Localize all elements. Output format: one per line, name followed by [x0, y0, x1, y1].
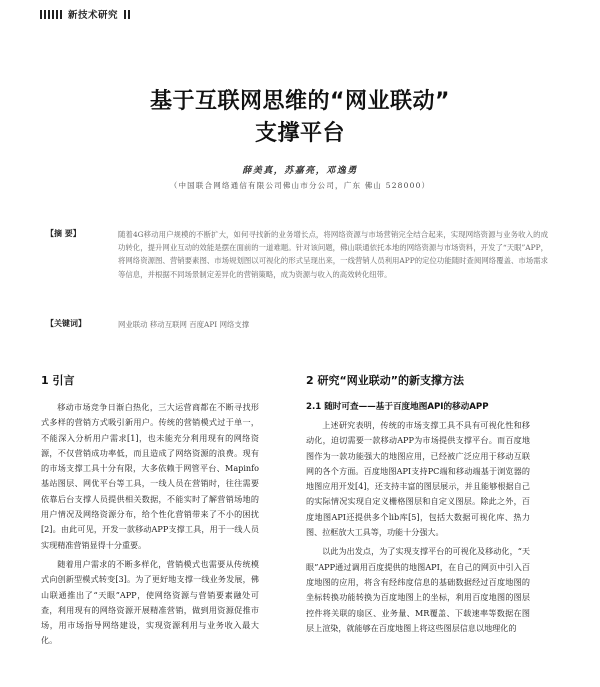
- header-bars-left-icon: [40, 10, 62, 19]
- article-title-line-1: 基于互联网思维的“网业联动”: [150, 89, 450, 114]
- keywords-block: [46, 318, 548, 331]
- section-1-paragraph-2: 随着用户需求的不断多样化，营销模式也需要从传统模式向创新型模式转变[3]。为了更好地支撑一线业务发展，佛山联通推出了“天眼”APP，使网络资源与营销要素融处可查，利用现有的网络资源开展精准营销，做到用资源促推市场，用市场指导网络建设，实现资源利用与业务收入最大化。: [41, 558, 259, 646]
- header-bars-right-icon: [124, 10, 132, 19]
- right-column: [306, 372, 530, 636]
- keywords-label: 【关键词】: [46, 319, 86, 328]
- section-1-paragraph-1: 移动市场竞争日渐白热化，三大运营商都在不断寻找形式多样的营销方式吸引新用户。传统的营销模式过于单一，不能深入分析用户需求[1]，也未能充分利用现有的网络资源，不仅营销成功率低，而且造成了网络资源的浪费。现有的市场支撑工具十分有限，大多依赖于网管平台、Mapinfo基站图层、网优平台等工具，一线人员在营销时，往往需要依靠后台支撑人员提供相关数据，不能实时了解营销场地的用户情况及网络资源分布，给个性化营销带来了不小的困扰[2]。由此可见，开发一款移动APP支撑工具，用于一线人员实现精准营销显得十分重要。: [41, 402, 259, 550]
- section-2-paragraph-2: 以此为出发点，为了实现支撑平台的可视化及移动化，“天眼”APP通过调用百度提供的地图API，在自己的网页中引入百度地图的应用，将含有经纬度信息的基础数据经过百度地图的坐标转换功能转换为百度地图上的坐标，利用百度地图的图层控件将关联的扇区、业务量、MR覆盖、下载速率等数据在图层上渲染，就能够在百度地图上将这些图层信息以地理化的: [306, 546, 530, 633]
- section-2-heading: 2 研究“网业联动”的新支撑方法: [306, 374, 464, 387]
- affiliation: （中国联合网络通信有限公司佛山市分公司，广东 佛山 528000）: [169, 181, 431, 190]
- authors: 薛美真，苏嘉亮，邓逸勇: [242, 166, 358, 176]
- section-2-paragraph-1: 上述研究表明，传统的市场支撑工具不具有可视化性和移动化，迫切需要一款移动APP为市场提供支撑平台。而百度地图作为一款功能强大的地图应用，已经被广泛应用于移动互联网的各个方面。百度地图API支持PC端和移动端基于浏览器的地图应用开发[4]，还支持丰富的图层展示，并且能够根据自己的实际情况实现自定义栅格图层和自定义图层。除此之外，百度地图API还提供多个lib库[5]，包括大数据可视化库、热力图、拉框放大工具等，功能十分强大。: [306, 420, 530, 538]
- header-section-label: 新技术研究: [68, 10, 119, 21]
- left-column: [41, 372, 259, 649]
- keywords-text: 网业联动 移动互联网 百度API 网络支撑: [118, 320, 250, 329]
- abstract-label: 【摘 要】: [46, 229, 81, 238]
- abstract-text: 随着4G移动用户规模的不断扩大，如何寻找新的业务增长点，将网络资源与市场营销完全结合起来，实现网络资源与业务收入的成功转化，提升网业互动的效能是摆在面前的一道难题。针对该问题，佛山联通依托本地的网络资源与市场资料，开发了“天眼”APP，将网络资源图、营销要素图、市场规划图以可视化的形式呈现出来，一线营销人员利用APP的定位功能随时查阅网络覆盖、市场需求等信息，并根据不同场景制定差异化的营销策略，成为资源与收入的高效转化纽带。: [118, 230, 548, 279]
- section-1-heading: 1 引言: [41, 374, 75, 387]
- abstract-block: [46, 228, 548, 281]
- running-header: [40, 7, 132, 21]
- subsection-2-1-heading: 2.1 随时可查——基于百度地图API的移动APP: [306, 402, 489, 412]
- article-title-line-2: 支撑平台: [254, 121, 345, 146]
